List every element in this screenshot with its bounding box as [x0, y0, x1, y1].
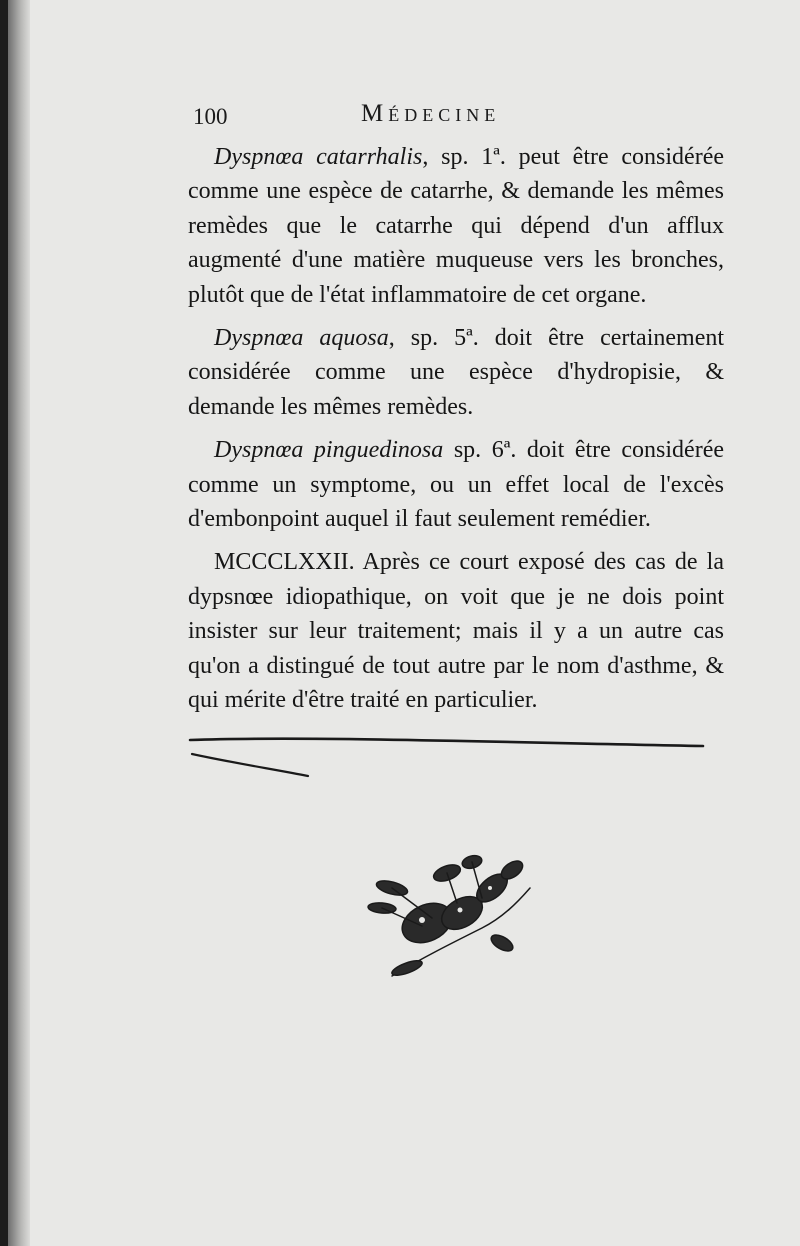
- running-head: Médecine: [361, 100, 501, 127]
- paragraph-mccclxxii: [188, 545, 724, 717]
- paragraph-catarrhalis: [188, 140, 724, 312]
- term-aquosa: Dyspnœa aquosa: [214, 325, 389, 352]
- paragraph-text: sp. 6ª. doit être considérée comme un symptome, ou un effet local de l'excès d'embonpoint auquel il faut seulement remédier.: [188, 437, 724, 533]
- floral-tailpiece-icon: [352, 848, 542, 988]
- page-gutter: [8, 0, 30, 1246]
- term-pinguedinosa: Dyspnœa pinguedinosa: [214, 437, 444, 464]
- page-header: [193, 100, 733, 136]
- paragraph-pinguedinosa: [188, 433, 724, 536]
- handwritten-underline-icon: [188, 732, 708, 782]
- page-number: 100: [193, 104, 228, 129]
- paragraph-text: , sp. 5ª. doit être certainement considérée comme une espèce d'hydropisie, & demande les mêmes remèdes.: [188, 325, 725, 420]
- term-catarrhalis: Dyspnœa catarrhalis: [214, 144, 423, 170]
- paragraph-text: MCCCLXXII. Après ce court exposé des cas de la dypsnœe idiopathique, on voit que je ne dois point insister sur leur traitement; mais il y a un autre cas qu'on a distingué de tout autre par le nom d'asthme, & qui mérite d'être traité en particulier.: [188, 549, 724, 714]
- body-text: [188, 140, 724, 727]
- paragraph-text: , sp. 1ª. peut être considérée comme une espèce de catarrhe, & demande les mêmes remèdes que le catarrhe qui dépend d'un afflux augmenté d'une matière muqueuse vers les bronches, plutôt que de l'état inflammatoire de cet organe.: [188, 144, 725, 308]
- paragraph-aquosa: [188, 321, 724, 424]
